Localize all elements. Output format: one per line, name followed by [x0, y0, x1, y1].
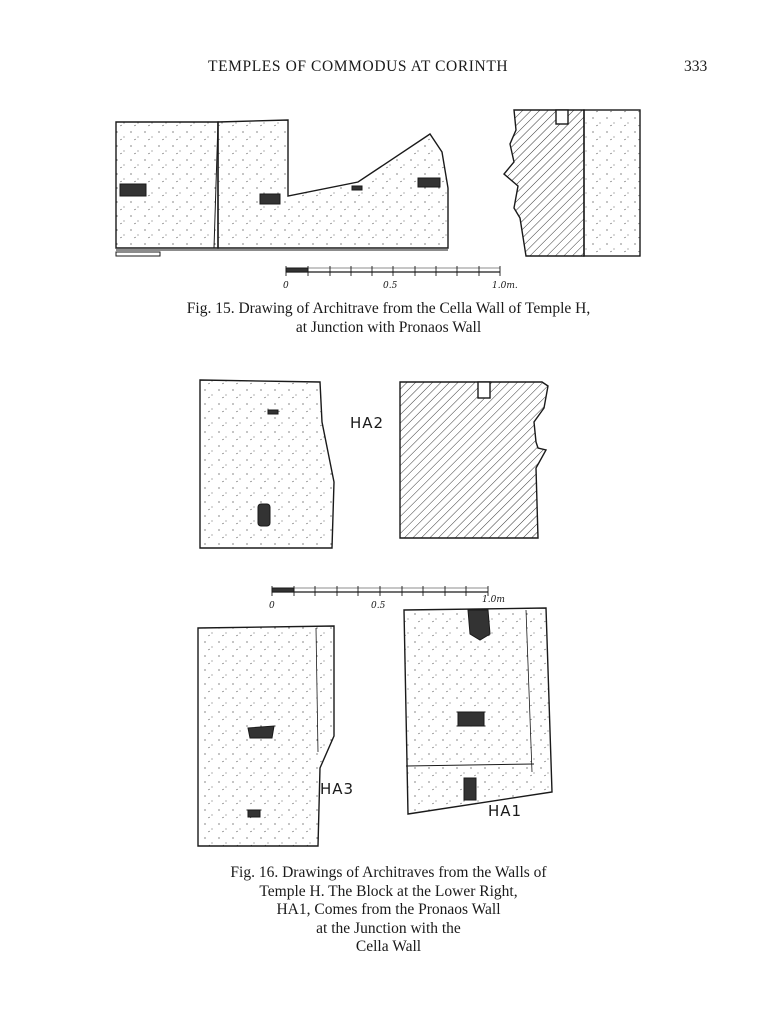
scale-start-label: 0 [283, 281, 289, 291]
label-ha3: HA3 [320, 780, 355, 798]
block-ha2-section [400, 382, 548, 538]
figure-16-scale-bar [272, 586, 488, 596]
scale-end-label: 1.0m [482, 595, 505, 605]
caption-line: Cella Wall [355, 938, 422, 955]
scale-start-label: 0 [269, 601, 275, 611]
caption-line: HA1, Comes from the Pronaos Wall [276, 901, 501, 918]
figure-15-scale-bar [286, 266, 500, 276]
architrave-section [504, 110, 640, 256]
caption-line: at Junction with Pronaos Wall [295, 318, 482, 336]
caption-line: Fig. 15. Drawing of Architrave from the Cella Wall of Temple H, [186, 300, 591, 317]
figure-15-caption [0, 300, 777, 337]
page-header [0, 58, 777, 80]
caption-line: Temple H. The Block at the Lower Right, [259, 882, 518, 900]
page-number: 333 [684, 58, 708, 75]
figure-16-caption [0, 864, 777, 957]
scale-end-label: 1.0m. [492, 281, 518, 291]
caption-line: Fig. 16. Drawings of Architraves from the Walls of [230, 864, 547, 881]
figure-15-drawing [100, 100, 660, 292]
label-ha2: HA2 [350, 414, 385, 432]
base-course [116, 250, 448, 256]
architrave-elevation [116, 120, 448, 248]
scale-mid-label: 0.5 [371, 601, 386, 611]
label-ha1: HA1 [488, 802, 523, 820]
figure-16-drawing [188, 372, 568, 852]
caption-line: at the Junction with the [316, 919, 461, 937]
scale-mid-label: 0.5 [383, 281, 398, 291]
running-title: TEMPLES OF COMMODUS AT CORINTH [208, 58, 509, 75]
